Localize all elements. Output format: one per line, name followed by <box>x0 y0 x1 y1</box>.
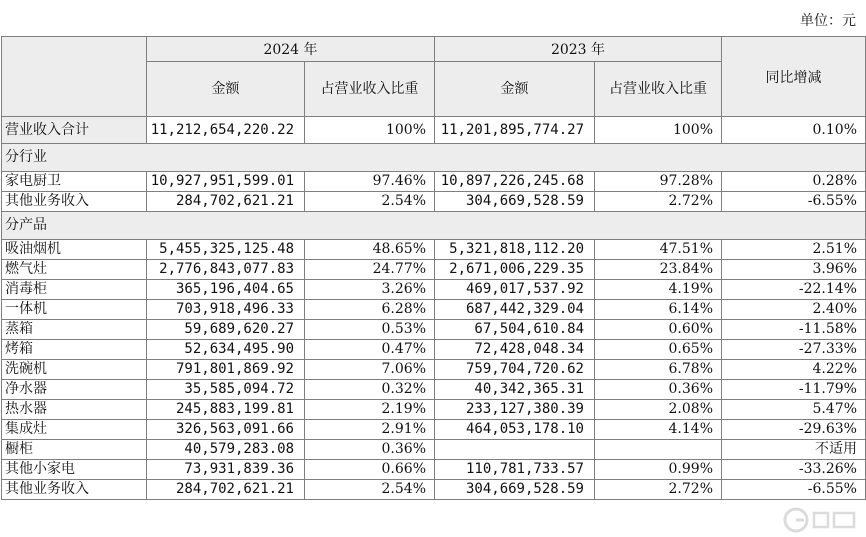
yoy-change: -29.63% <box>722 420 866 440</box>
row-label: 一体机 <box>2 300 147 320</box>
amount-2024: 284,702,621.21 <box>147 480 305 500</box>
yoy-change: 不适用 <box>722 440 866 460</box>
share-2023: 0.60% <box>595 320 722 340</box>
amount-2023: 304,669,528.59 <box>435 192 595 212</box>
row-label: 其他业务收入 <box>2 480 147 500</box>
row-label: 燃气灶 <box>2 260 147 280</box>
row-label: 营业收入合计 <box>2 117 147 144</box>
share-2024: 0.66% <box>305 460 435 480</box>
share-2024: 7.06% <box>305 360 435 380</box>
row-label: 洗碗机 <box>2 360 147 380</box>
yoy-change: 0.10% <box>722 117 866 144</box>
share-2023: 2.72% <box>595 192 722 212</box>
amount-2023: 469,017,537.92 <box>435 280 595 300</box>
header-amount-2023: 金额 <box>435 62 595 117</box>
row-label: 消毒柜 <box>2 280 147 300</box>
amount-2023: 110,781,733.57 <box>435 460 595 480</box>
yoy-change: -22.14% <box>722 280 866 300</box>
share-2024: 97.46% <box>305 172 435 192</box>
header-year-2023: 2023 年 <box>435 37 722 62</box>
share-2024: 0.36% <box>305 440 435 460</box>
table-row <box>2 480 866 500</box>
yoy-change: -6.55% <box>722 192 866 212</box>
amount-2023: 687,442,329.04 <box>435 300 595 320</box>
amount-2024: 284,702,621.21 <box>147 192 305 212</box>
amount-2024: 11,212,654,220.22 <box>147 117 305 144</box>
section-label: 分产品 <box>2 212 866 240</box>
share-2023: 2.72% <box>595 480 722 500</box>
header-share-2023: 占营业收入比重 <box>595 62 722 117</box>
table-row <box>2 360 866 380</box>
table-row <box>2 240 866 260</box>
unit-label: 单位：元 <box>800 13 856 29</box>
header-amount-2024: 金额 <box>147 62 305 117</box>
header-share-2024: 占营业收入比重 <box>305 62 435 117</box>
table-row <box>2 260 866 280</box>
amount-2023: 10,897,226,245.68 <box>435 172 595 192</box>
amount-2024: 326,563,091.66 <box>147 420 305 440</box>
share-2024: 2.54% <box>305 480 435 500</box>
amount-2024: 791,801,869.92 <box>147 360 305 380</box>
yoy-change: 5.47% <box>722 400 866 420</box>
yoy-change: 2.40% <box>722 300 866 320</box>
revenue-table <box>1 36 866 500</box>
amount-2024: 10,927,951,599.01 <box>147 172 305 192</box>
yoy-change: -6.55% <box>722 480 866 500</box>
table-row <box>2 300 866 320</box>
amount-2023: 40,342,365.31 <box>435 380 595 400</box>
share-2024: 2.19% <box>305 400 435 420</box>
section-row <box>2 144 866 172</box>
share-2023: 2.08% <box>595 400 722 420</box>
amount-2024: 365,196,404.65 <box>147 280 305 300</box>
yoy-change: 0.28% <box>722 172 866 192</box>
yoy-change: -33.26% <box>722 460 866 480</box>
amount-2023: 304,669,528.59 <box>435 480 595 500</box>
share-2024: 0.32% <box>305 380 435 400</box>
row-label: 吸油烟机 <box>2 240 147 260</box>
table-row <box>2 420 866 440</box>
share-2023: 4.19% <box>595 280 722 300</box>
gelonghui-watermark-icon <box>782 505 860 535</box>
share-2024: 0.53% <box>305 320 435 340</box>
row-label: 热水器 <box>2 400 147 420</box>
row-label: 橱柜 <box>2 440 147 460</box>
share-2023: 0.99% <box>595 460 722 480</box>
row-label: 烤箱 <box>2 340 147 360</box>
share-2023: 100% <box>595 117 722 144</box>
share-2023: 0.65% <box>595 340 722 360</box>
amount-2024: 35,585,094.72 <box>147 380 305 400</box>
section-label: 分行业 <box>2 144 866 172</box>
share-2023: 23.84% <box>595 260 722 280</box>
share-2024: 2.91% <box>305 420 435 440</box>
amount-2023: 233,127,380.39 <box>435 400 595 420</box>
share-2024: 24.77% <box>305 260 435 280</box>
header-blank-cell <box>2 37 147 117</box>
table-row <box>2 460 866 480</box>
amount-2024: 245,883,199.81 <box>147 400 305 420</box>
section-row <box>2 212 866 240</box>
amount-2024: 40,579,283.08 <box>147 440 305 460</box>
table-row <box>2 192 866 212</box>
amount-2023: 5,321,818,112.20 <box>435 240 595 260</box>
table-row <box>2 280 866 300</box>
yoy-change: -11.79% <box>722 380 866 400</box>
table-row <box>2 400 866 420</box>
table-row <box>2 380 866 400</box>
table-body <box>2 117 866 500</box>
share-2024: 100% <box>305 117 435 144</box>
amount-2023: 759,704,720.62 <box>435 360 595 380</box>
amount-2023: 2,671,006,229.35 <box>435 260 595 280</box>
amount-2023: 67,504,610.84 <box>435 320 595 340</box>
row-label: 净水器 <box>2 380 147 400</box>
amount-2023: 72,428,048.34 <box>435 340 595 360</box>
share-2024: 2.54% <box>305 192 435 212</box>
row-label: 集成灶 <box>2 420 147 440</box>
share-2024: 48.65% <box>305 240 435 260</box>
amount-2023: 11,201,895,774.27 <box>435 117 595 144</box>
yoy-change: 4.22% <box>722 360 866 380</box>
amount-2023 <box>435 440 595 460</box>
row-label: 蒸箱 <box>2 320 147 340</box>
row-label: 其他小家电 <box>2 460 147 480</box>
share-2024: 0.47% <box>305 340 435 360</box>
share-2024: 3.26% <box>305 280 435 300</box>
share-2024: 6.28% <box>305 300 435 320</box>
yoy-change: -11.58% <box>722 320 866 340</box>
table-row <box>2 440 866 460</box>
amount-2024: 52,634,495.90 <box>147 340 305 360</box>
header-year-2024: 2024 年 <box>147 37 435 62</box>
amount-2023: 464,053,178.10 <box>435 420 595 440</box>
yoy-change: -27.33% <box>722 340 866 360</box>
amount-2024: 59,689,620.27 <box>147 320 305 340</box>
table-row <box>2 320 866 340</box>
table-row <box>2 340 866 360</box>
row-label: 其他业务收入 <box>2 192 147 212</box>
amount-2024: 73,931,839.36 <box>147 460 305 480</box>
share-2023: 97.28% <box>595 172 722 192</box>
row-label: 家电厨卫 <box>2 172 147 192</box>
yoy-change: 3.96% <box>722 260 866 280</box>
header-yoy: 同比增减 <box>722 37 866 117</box>
share-2023: 47.51% <box>595 240 722 260</box>
amount-2024: 2,776,843,077.83 <box>147 260 305 280</box>
yoy-change: 2.51% <box>722 240 866 260</box>
share-2023 <box>595 440 722 460</box>
amount-2024: 5,455,325,125.48 <box>147 240 305 260</box>
share-2023: 4.14% <box>595 420 722 440</box>
share-2023: 6.78% <box>595 360 722 380</box>
amount-2024: 703,918,496.33 <box>147 300 305 320</box>
share-2023: 0.36% <box>595 380 722 400</box>
share-2023: 6.14% <box>595 300 722 320</box>
table-row <box>2 172 866 192</box>
total-row <box>2 117 866 144</box>
